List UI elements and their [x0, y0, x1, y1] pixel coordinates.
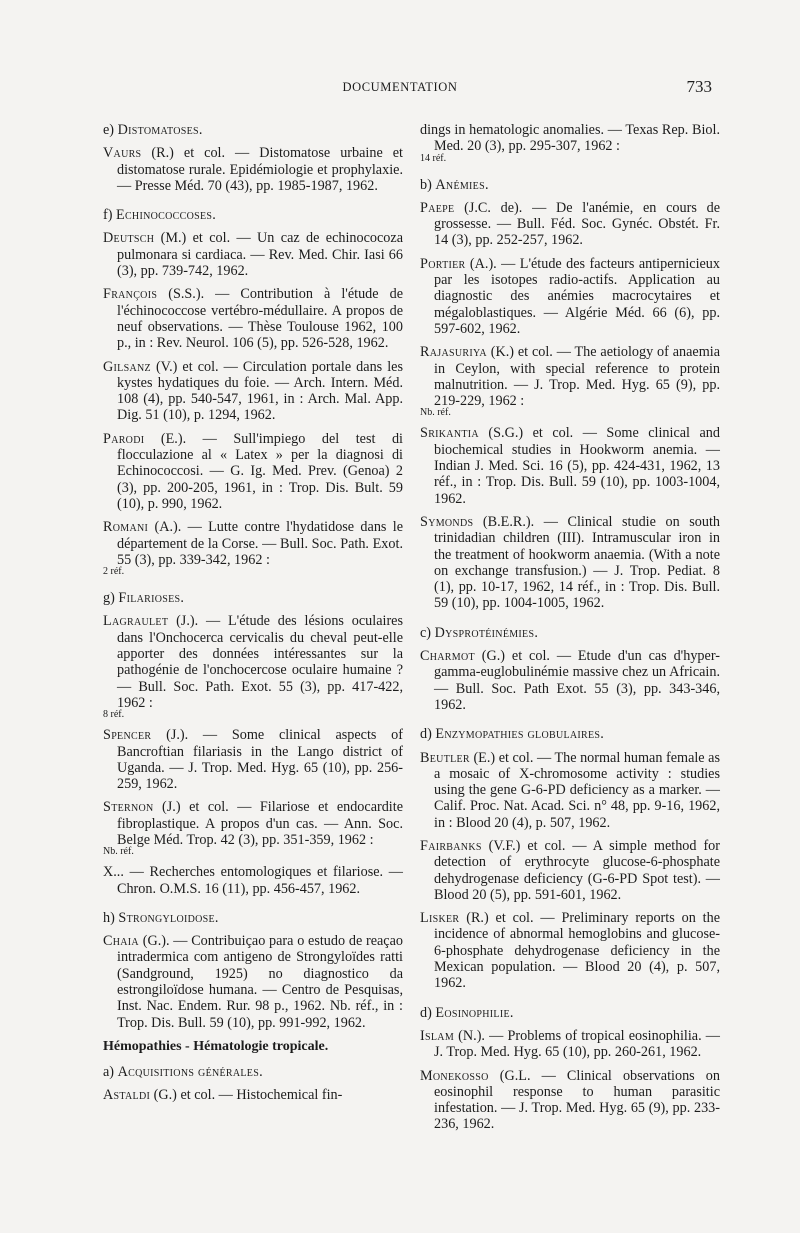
reference-count: 2 réf.	[103, 566, 125, 578]
reference-text: (M.) et col. — Un caz de echinococoza pulmonara si cardiaca. — Rev. Med. Chir. Iasi 66 (3), pp. 739-742, 1962.	[117, 230, 403, 280]
section-heading	[420, 1005, 720, 1021]
author-name: Islam	[420, 1027, 455, 1044]
author-name: Gilsanz	[103, 358, 151, 375]
section-letter: f)	[103, 207, 116, 224]
author-name: Charmot	[420, 648, 475, 665]
section-name: Distomatoses.	[117, 122, 203, 138]
reference-text: (G.) et col. — Etude d'un cas d'hyper-gamma-euglobulinémie massive chez un Africain. — Bull. Soc. Path Exot. 55 (3), pp. 343-346, 1962.	[434, 648, 720, 713]
section-name: Anémies.	[435, 176, 489, 193]
author-name: François	[103, 286, 158, 303]
reference-entry	[420, 344, 720, 418]
section-letter: e)	[103, 122, 118, 138]
section-heading	[103, 122, 403, 138]
section-letter: h)	[103, 909, 119, 926]
section-heading	[103, 207, 403, 223]
reference-entry	[420, 648, 720, 713]
part-title: Hémopathies - Hématologie tropicale.	[103, 1038, 329, 1054]
section-letter: c)	[420, 624, 435, 641]
reference-text: (J.C. de). — De l'anémie, en cours de grossesse. — Bull. Féd. Soc. Gynéc. Obstét. Fr. 14 (3), pp. 252-257, 1962.	[434, 199, 720, 249]
author-name: Lagraulet	[103, 613, 169, 630]
section-name: Filarioses.	[118, 590, 185, 607]
author-name: Sternon	[103, 799, 154, 816]
reference-entry	[103, 613, 403, 720]
author-name: Beutler	[420, 749, 470, 766]
section-heading	[420, 625, 720, 641]
page-header	[0, 77, 800, 102]
author-name: Chaia	[103, 933, 139, 950]
reference-text: (J.). — Some clinical aspects of Bancroftian filariasis in the Lango district of Uganda. — J. Trop. Med. Hyg. 65 (10), pp. 256-259, 1962.	[117, 727, 403, 793]
author-name: Monekosso	[420, 1067, 489, 1084]
reference-entry	[103, 230, 403, 279]
reference-text: (V.F.) et col. — A simple method for detection of erythrocyte glucose-6-phosphate dehydrogenase deficiency (G-6-PD Spot test). — Blood 20 (5), pp. 591-601, 1962.	[434, 837, 720, 903]
section-letter: a)	[103, 1063, 118, 1080]
left-column	[103, 122, 403, 1111]
section-name: Eosinophilie.	[435, 1004, 514, 1021]
reference-text: (R.) et col. — Distomatose urbaine et distomatose rurale. Epidémiologie et prophylaxie. — Presse Méd. 70 (43), pp. 1985-1987, 1962.	[117, 145, 403, 194]
reference-entry	[103, 933, 403, 1031]
reference-count: Nb. réf.	[103, 846, 134, 858]
reference-entry	[103, 519, 403, 577]
section-heading	[103, 590, 403, 606]
reference-entry	[103, 1087, 403, 1103]
author-name: Rajasuriya	[420, 344, 487, 361]
reference-entry	[103, 286, 403, 351]
section-heading	[420, 177, 720, 193]
reference-count: 14 réf.	[420, 152, 447, 164]
page-number: 733	[686, 77, 712, 96]
author-name: Romani	[103, 519, 149, 536]
reference-entry	[420, 1068, 720, 1133]
reference-entry	[420, 256, 720, 337]
reference-text: (E.) et col. — The normal human female as a mosaic of X-chromosome activity : studies using the gene G-6-PD deficiency as a marker. — Calif. Proc. Nat. Acad. Sci. n° 48, pp. 9-16, 1962, in : Blood 20 (4), p. 507, 1962.	[434, 749, 720, 831]
reference-text: (B.E.R.). — Clinical studie on south trinidadian children (III). Intramuscular iron in the treatment of hookworm anaemia. (With a note on exchange transfusion.) — J. Trop. Pediat. 8 (1), pp. 10-17, 1962, 14 réf., in : Trop. Dis. Bull. 59 (10), pp. 1004-1005, 1962.	[434, 513, 720, 612]
reference-entry	[103, 727, 403, 792]
reference-entry	[103, 799, 403, 857]
reference-entry	[420, 200, 720, 249]
section-letter: g)	[103, 590, 119, 607]
section-heading	[103, 1064, 403, 1080]
reference-text: (J.). — L'étude des lésions oculaires dans l'Onchocerca cervicalis du cheval peut-elle apporter des données intéressantes sur la pathogénie de l'onchocercose oculaire humaine ? — Bull. Soc. Path. Exot. 55 (3), pp. 417-422, 1962 :	[117, 613, 403, 711]
reference-entry	[103, 359, 403, 424]
reference-entry	[103, 864, 403, 897]
section-name: Dysprotéinémies.	[434, 624, 539, 641]
author-name: X...	[103, 864, 124, 881]
reference-text: (N.). — Problems of tropical eosinophilia. — J. Trop. Med. Hyg. 65 (10), pp. 260-261, 1962.	[434, 1027, 720, 1061]
reference-text: (J.) et col. — Filariose et endocardite fibroplastique. A propos d'un cas. — Ann. Soc. Belge Méd. Trop. 42 (3), pp. 351-359, 1962 :	[117, 799, 403, 848]
reference-text: (R.) et col. — Preliminary reports on the incidence of abnormal hemoglobins and glucose-6-phosphate dehydrogenase deficiency in the Mexican population. — Blood 20 (4), p. 507, 1962.	[434, 910, 720, 992]
reference-text: (A.). — Lutte contre l'hydatidose dans le département de la Corse. — Bull. Soc. Path. Exot. 55 (3), pp. 339-342, 1962 :	[117, 519, 403, 568]
reference-entry-continued	[420, 122, 720, 164]
section-letter: d)	[420, 1004, 436, 1021]
reference-text: (V.) et col. — Circulation portale dans les kystes hydatiques du foie. — Arch. Intern. Méd. 108 (4), pp. 540-547, 1961, in : Arch. Mal. App. Dig. 51 (10), p. 1294, 1962.	[117, 358, 403, 424]
author-name: Parodi	[103, 430, 145, 447]
reference-text: (G.). — Contribuiçao para o estudo de reaçao intradermica com antigeno de Strongyloïdes ratti (Sandground, 1925) no diagnostico da estrongiloïdose humana. — Centro de Pesquisas, Inst. Nac. Endem. Rur. 98 p., 1962. Nb. réf., in : Trop. Dis. Bull. 59 (10), pp. 991-992, 1962.	[117, 933, 403, 1031]
section-letter: d)	[420, 726, 436, 743]
reference-entry	[420, 425, 720, 506]
reference-text: (E.). — Sull'impiego del test di flocculazione al « Latex » per la diagnosi di Echinococcosi. — G. Ig. Med. Prev. (Genoa) 2 (3), pp. 200-205, 1961, in : Trop. Dis. Bult. 59 (10), p. 990, 1962.	[117, 430, 403, 512]
author-name: Lisker	[420, 910, 460, 927]
reference-count: 8 réf.	[103, 709, 125, 721]
reference-text: (K.) et col. — The aetiology of anaemia in Ceylon, with special reference to protein malnutrition. — J. Trop. Med. Hyg. 65 (9), pp. 219-229, 1962 :	[434, 344, 720, 410]
author-name: Srikantia	[420, 425, 479, 442]
section-letter: b)	[420, 176, 436, 193]
section-heading	[103, 910, 403, 926]
author-name: Symonds	[420, 513, 474, 530]
reference-text: (G.) et col. — Histochemical fin-	[150, 1087, 343, 1104]
reference-count: Nb. réf.	[420, 407, 451, 419]
reference-text: (S.G.) et col. — Some clinical and biochemical studies in Hookworm anemia. — Indian J. Med. Sci. 16 (5), pp. 424-431, 1962, 13 réf., in : Trop. Dis. Bull. 59 (10), pp. 1003-1004, 1962.	[434, 425, 720, 507]
section-name: Strongyloidose.	[118, 909, 219, 926]
reference-text: — Recherches entomologiques et filariose. — Chron. O.M.S. 16 (11), pp. 456-457, 1962.	[117, 864, 403, 897]
author-name: Deutsch	[103, 230, 155, 247]
reference-text: dings in hematologic anomalies. — Texas Rep. Biol. Med. 20 (3), pp. 295-307, 1962 :	[420, 122, 720, 155]
reference-entry	[420, 750, 720, 831]
author-name: Fairbanks	[420, 837, 482, 854]
reference-entry	[420, 514, 720, 612]
author-name: Paepe	[420, 199, 455, 216]
author-name: Vaurs	[103, 145, 142, 162]
reference-entry	[420, 838, 720, 903]
author-name: Portier	[420, 255, 466, 272]
reference-text: (A.). — L'étude des facteurs antipernicieux par les isotopes radio-actifs. Application au diagnostic des anémies macrocytaires et mégaloblastiques. — Algérie Méd. 66 (6), pp. 597-602, 1962.	[434, 255, 720, 337]
reference-entry	[420, 1028, 720, 1061]
running-head: DOCUMENTATION	[342, 80, 458, 94]
reference-text: (S.S.). — Contribution à l'étude de l'échinococcose vertébro-médullaire. A propos de neuf observations. — Thèse Toulouse 1962, 100 p., in : Rev. Neurol. 106 (5), pp. 526-528, 1962.	[117, 286, 403, 352]
section-heading	[420, 726, 720, 742]
reference-entry	[103, 145, 403, 194]
right-column	[420, 122, 720, 1140]
section-name: Echinococcoses.	[116, 207, 217, 224]
reference-entry	[420, 910, 720, 991]
section-name: Enzymopathies globulaires.	[435, 726, 605, 743]
author-name: Astaldi	[103, 1087, 151, 1104]
reference-text: (G.L. — Clinical observations on eosinophil response to human parasitic infestation. — J. Trop. Med. Hyg. 65 (9), pp. 233-236, 1962.	[434, 1067, 720, 1133]
author-name: Spencer	[103, 727, 152, 744]
section-name: Acquisitions générales.	[117, 1063, 263, 1080]
reference-entry	[103, 431, 403, 512]
